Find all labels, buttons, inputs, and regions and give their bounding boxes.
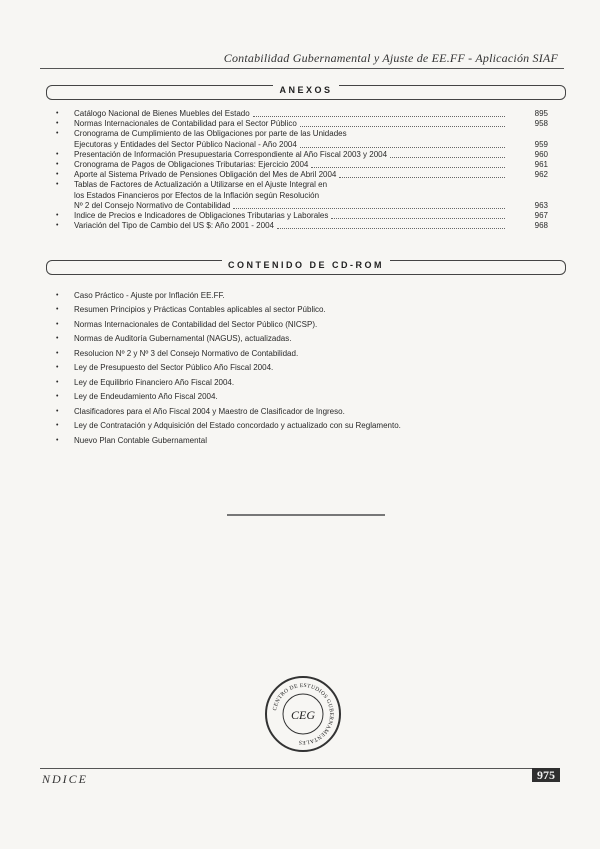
cdrom-section-bar [46,260,566,275]
cdrom-item [56,433,536,448]
seal-ring-text: CENTRO DE ESTUDIOS GUBERNAMENTALES [272,682,335,746]
cdrom-heading: CONTENIDO DE CD-ROM [222,260,390,270]
bullet-icon: • [56,291,59,299]
footer-section-label: NDICE [42,772,88,786]
anexo-item-text: Aporte al Sistema Privado de Pensiones Obligación del Mes de Abril 2004 [74,170,337,180]
section-divider [227,514,385,516]
cdrom-item-text: Normas de Auditoría Gubernamental (NAGUS), actualizadas. [74,334,292,344]
anexo-item-text: Cronograma de Pagos de Obligaciones Tributarias: Ejercicio 2004 [74,160,309,170]
cdrom-item [56,332,536,347]
bullet-icon: • [56,422,59,430]
anexo-item-line [56,170,548,180]
anexo-item-line [56,180,548,190]
bullet-icon: • [56,306,59,314]
anexo-item-text: Catálogo Nacional de Bienes Muebles del Estado [74,109,250,118]
anexo-page-number: 962 [534,170,548,180]
page-number-badge: 975 [532,768,560,782]
anexo-item-line [56,129,548,139]
footer-rule [40,768,560,769]
cdrom-item-text: Resolucion Nº 2 y Nº 3 del Consejo Normativo de Contabilidad. [74,348,299,358]
bullet-icon: • [56,120,59,128]
dot-leader [331,218,505,219]
bullet-icon: • [56,130,59,138]
cdrom-item-text: Ley de Equilibrio Financiero Año Fiscal 2004. [74,377,235,387]
anexo-item-text: Presentación de Información Presupuestaria Correspondiente al Año Fiscal 2003 y 2004 [74,149,388,159]
anexo-item-text: Indice de Precios e Indicadores de Obligaciones Tributarias y Laborales [74,211,329,221]
bullet-icon: • [56,407,59,415]
anexo-item-text: los Estados Financieros por Efectos de la Inflación según Resolución [74,190,320,200]
anexo-item-line [56,160,548,170]
dot-leader [277,228,505,229]
cdrom-item-text: Ley de Contratación y Adquisición del Estado concordado y actualizado con su Reglamento. [74,421,401,431]
cdrom-list [56,288,536,448]
institution-seal [265,676,341,752]
anexo-item-line [56,211,548,221]
anexo-item-line [56,150,548,160]
anexo-item-text: Tablas de Factores de Actualización a Utilizarse en el Ajuste Integral en [74,180,328,190]
cdrom-item-text: Nuevo Plan Contable Gubernamental [74,435,207,445]
cdrom-item [56,390,536,405]
bullet-icon: • [56,378,59,386]
cdrom-item-text: Ley de Presupuesto del Sector Público Año Fiscal 2004. [74,363,274,373]
anexos-list [56,109,548,231]
bullet-icon: • [56,335,59,343]
anexo-item-line [56,221,548,231]
anexo-item-text: Nº 2 del Consejo Normativo de Contabilidad [74,200,231,210]
anexo-item-text: Variación del Tipo de Cambio del US $: Año 2001 - 2004 [74,221,274,231]
bullet-icon: • [56,320,59,328]
anexo-item-line [56,109,548,119]
cdrom-item [56,317,536,332]
bullet-icon: • [56,110,59,117]
cdrom-item [56,346,536,361]
bullet-icon: • [56,161,59,169]
bullet-icon: • [56,181,59,189]
cdrom-item [56,288,536,303]
cdrom-item-text: Clasificadores para el Año Fiscal 2004 y Maestro de Clasificador de Ingreso. [74,406,345,416]
cdrom-item [56,404,536,419]
bullet-icon: • [56,150,59,158]
cdrom-item [56,303,536,318]
bullet-icon: • [56,364,59,372]
seal-monogram: CEG [291,708,315,722]
dot-leader [253,116,505,117]
bullet-icon: • [56,393,59,401]
anexo-page-number: 958 [534,119,548,129]
bullet-icon: • [56,222,59,230]
dot-leader [300,147,505,148]
cdrom-item-text: Ley de Endeudamiento Año Fiscal 2004. [74,392,218,402]
cdrom-item [56,361,536,376]
cdrom-item [56,419,536,434]
anexo-page-number: 963 [534,200,548,210]
anexos-heading: ANEXOS [273,85,338,95]
header-rule [40,68,564,69]
anexo-page-number: 960 [534,149,548,159]
anexo-page-number: 968 [534,221,548,231]
anexo-page-number: 961 [534,160,548,170]
cdrom-item-text: Normas Internacionales de Contabilidad del Sector Público (NICSP). [74,319,318,329]
bullet-icon: • [56,349,59,357]
dot-leader [233,208,505,209]
cdrom-item-text: Caso Práctico - Ajuste por Inflación EE.FF. [74,290,225,300]
cdrom-item-text: Resumen Principios y Prácticas Contables aplicables al sector Público. [74,305,326,315]
anexo-item-line [56,201,548,211]
bullet-icon: • [56,171,59,179]
anexo-item-line [56,140,548,150]
anexo-item-line [56,119,548,129]
cdrom-item [56,375,536,390]
dot-leader [339,177,505,178]
bullet-icon: • [56,212,59,220]
anexo-item-text: Ejecutoras y Entidades del Sector Público Nacional - Año 2004 [74,139,297,149]
anexo-page-number: 895 [534,109,548,118]
anexo-page-number: 959 [534,139,548,149]
anexo-item-text: Normas Internacionales de Contabilidad para el Sector Público [74,119,297,129]
seal-graphic [267,678,339,750]
anexo-item-text: Cronograma de Cumplimiento de las Obligaciones por parte de las Unidades [74,129,347,139]
anexos-section-bar [46,85,566,100]
dot-leader [300,126,505,127]
dot-leader [311,167,505,168]
dot-leader [390,157,505,158]
anexo-page-number: 967 [534,211,548,221]
bullet-icon: • [56,436,59,444]
anexo-item-line [56,191,548,201]
page-header-title: Contabilidad Gubernamental y Ajuste de EE.FF - Aplicación SIAF [223,51,558,65]
